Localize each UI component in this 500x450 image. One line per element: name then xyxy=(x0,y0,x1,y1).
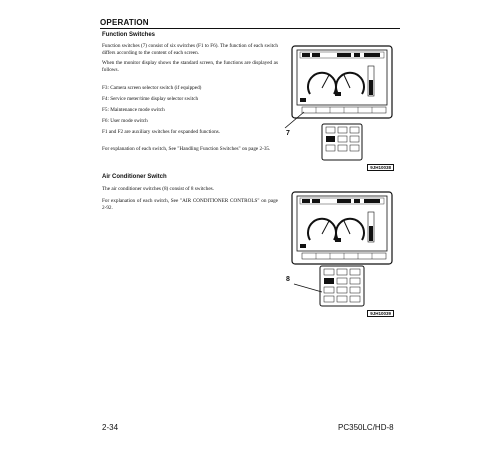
figure-callout-8: 8 xyxy=(286,276,290,283)
switch-item-f5: F5: Maintenance mode switch xyxy=(102,107,165,113)
function-switches-paragraph-1: Function switches (7) consist of six switches (F1 to F6). The function of each switch differs according to the content of each screen. xyxy=(102,43,278,56)
monitor-figure-air-conditioner xyxy=(282,190,394,320)
air-conditioner-paragraph-2: For explanation of each switch, See "AIR CONDITIONER CONTROLS" on page 2-92. xyxy=(102,198,278,211)
switch-item-f1-f2: F1 and F2 are auxiliary switches for expanded functions. xyxy=(102,129,220,135)
function-switches-paragraph-2: When the monitor display shows the standard screen, the functions are displayed as follows. xyxy=(102,60,278,73)
monitor-panel-illustration xyxy=(282,44,394,174)
air-conditioner-heading: Air Conditioner Switch xyxy=(102,174,167,180)
figure-callout-7: 7 xyxy=(286,130,290,137)
air-conditioner-paragraph-1: The air conditioner switches (8) consist of 8 switches. xyxy=(102,186,214,192)
switch-item-f6: F6: User mode switch xyxy=(102,118,148,124)
figure-code-9jh10038: 9JH10038 xyxy=(367,164,394,171)
monitor-panel-illustration xyxy=(282,190,394,320)
switch-item-f4: F4: Service meter/time display selector switch xyxy=(102,96,199,102)
page-number: 2-34 xyxy=(102,423,119,432)
section-header: OPERATION xyxy=(100,18,400,29)
model-number: PC350LC/HD-8 xyxy=(338,423,394,432)
function-switches-heading: Function Switches xyxy=(102,32,156,38)
monitor-figure-function-switches xyxy=(282,44,394,174)
function-switches-paragraph-3: For explanation of each switch, See "Handling Function Switches" on page 2-35. xyxy=(102,146,271,152)
switch-item-f3: F3: Camera screen selector switch (if equipped) xyxy=(102,85,202,91)
figure-code-9jh10039: 9JH10039 xyxy=(367,310,394,317)
